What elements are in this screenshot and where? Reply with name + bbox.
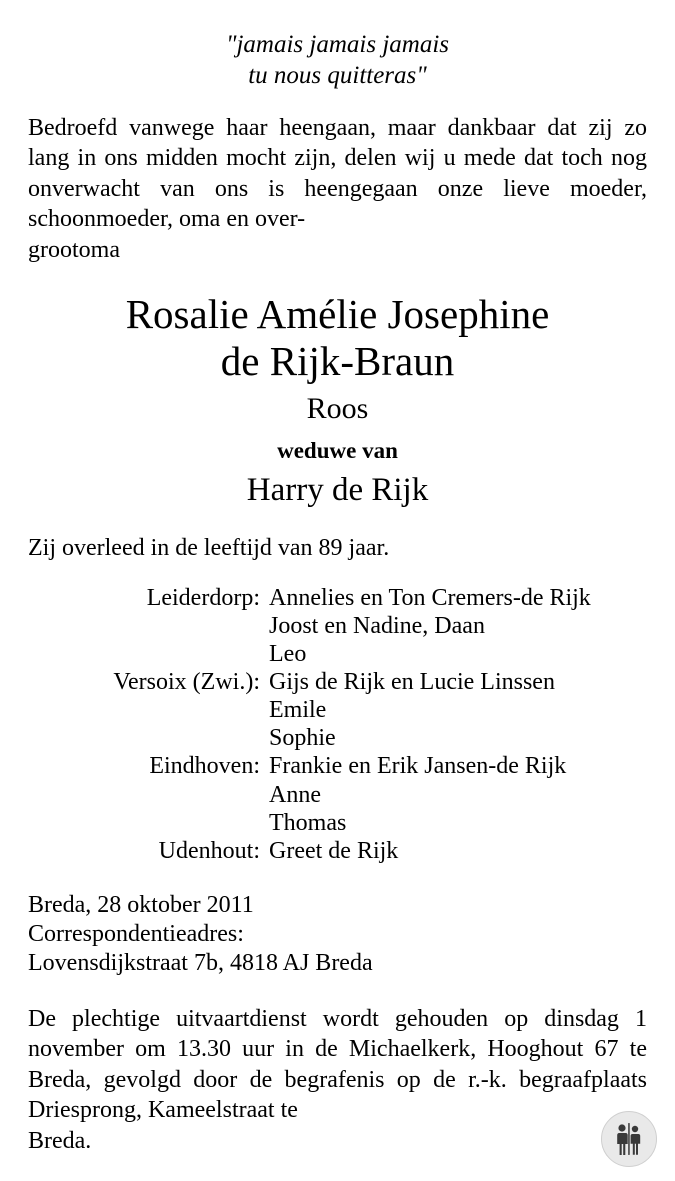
family-person: Sophie bbox=[269, 725, 336, 752]
family-place: Versoix (Zwi.): bbox=[113, 669, 260, 696]
quote-line-2: tu nous quitteras" bbox=[248, 61, 427, 89]
family-person: Emile bbox=[269, 697, 327, 724]
intro-last-line: grootoma bbox=[28, 236, 120, 263]
family-person: Joost en Nadine, Daan bbox=[269, 613, 485, 640]
deceased-name-line-1: Rosalie Amélie Josephine bbox=[125, 291, 550, 338]
family-group bbox=[28, 584, 647, 668]
name-block bbox=[28, 291, 647, 509]
family-list bbox=[28, 584, 647, 865]
family-person: Frankie en Erik Jansen-de Rijk bbox=[269, 753, 567, 780]
intro-text: Bedroefd vanwege haar heengaan, maar dankbaar dat zij zo lang in ons midden mocht zijn, delen wij u mede dat toch nog onverwacht van ons is heengegaan onze lieve moeder, schoonmoeder, oma en over- bbox=[28, 115, 647, 233]
family-people bbox=[269, 668, 647, 752]
quote-block bbox=[28, 30, 647, 91]
service-text: De plechtige uitvaartdienst wordt gehouden op dinsdag 1 november om 13.30 uur in de Michaelkerk, Hooghout 67 te Breda, gevolgd door de begrafenis op de r.-k. begraafplaats Driesprong, Kameelstraat te bbox=[28, 1005, 647, 1124]
spouse-name: Harry de Rijk bbox=[246, 472, 429, 508]
address-block bbox=[28, 891, 647, 978]
nickname: Roos bbox=[306, 392, 369, 425]
family-group bbox=[28, 668, 647, 752]
correspondence-label: Correspondentieadres: bbox=[28, 920, 244, 947]
family-group bbox=[28, 752, 647, 836]
family-person: Anne bbox=[269, 781, 321, 808]
intro-paragraph bbox=[28, 113, 647, 265]
family-person: Annelies en Ton Cremers-de Rijk bbox=[269, 585, 591, 611]
service-last-line: Breda. bbox=[28, 1127, 92, 1154]
family-group bbox=[28, 837, 647, 865]
deceased-name-line-2: de Rijk-Braun bbox=[220, 337, 455, 384]
family-person: Gijs de Rijk en Lucie Linssen bbox=[269, 669, 555, 696]
death-place-date: Breda, 28 oktober 2011 bbox=[28, 891, 254, 918]
correspondence-address: Lovensdijkstraat 7b, 4818 AJ Breda bbox=[28, 949, 373, 976]
family-people bbox=[269, 584, 647, 668]
mourning-figures-icon bbox=[601, 1111, 657, 1167]
family-people bbox=[269, 752, 647, 836]
family-person: Greet de Rijk bbox=[269, 837, 399, 864]
family-place: Udenhout: bbox=[158, 837, 260, 864]
quote-line-1: "jamais jamais jamais bbox=[225, 31, 450, 58]
service-paragraph bbox=[28, 1004, 647, 1156]
family-person: Leo bbox=[269, 641, 307, 668]
family-place: Eindhoven: bbox=[149, 753, 260, 780]
family-people bbox=[269, 837, 647, 865]
family-place: Leiderdorp: bbox=[146, 585, 260, 611]
widow-label: weduwe van bbox=[277, 438, 398, 463]
age-line: Zij overleed in de leeftijd van 89 jaar. bbox=[28, 535, 390, 561]
family-person: Thomas bbox=[269, 809, 347, 836]
